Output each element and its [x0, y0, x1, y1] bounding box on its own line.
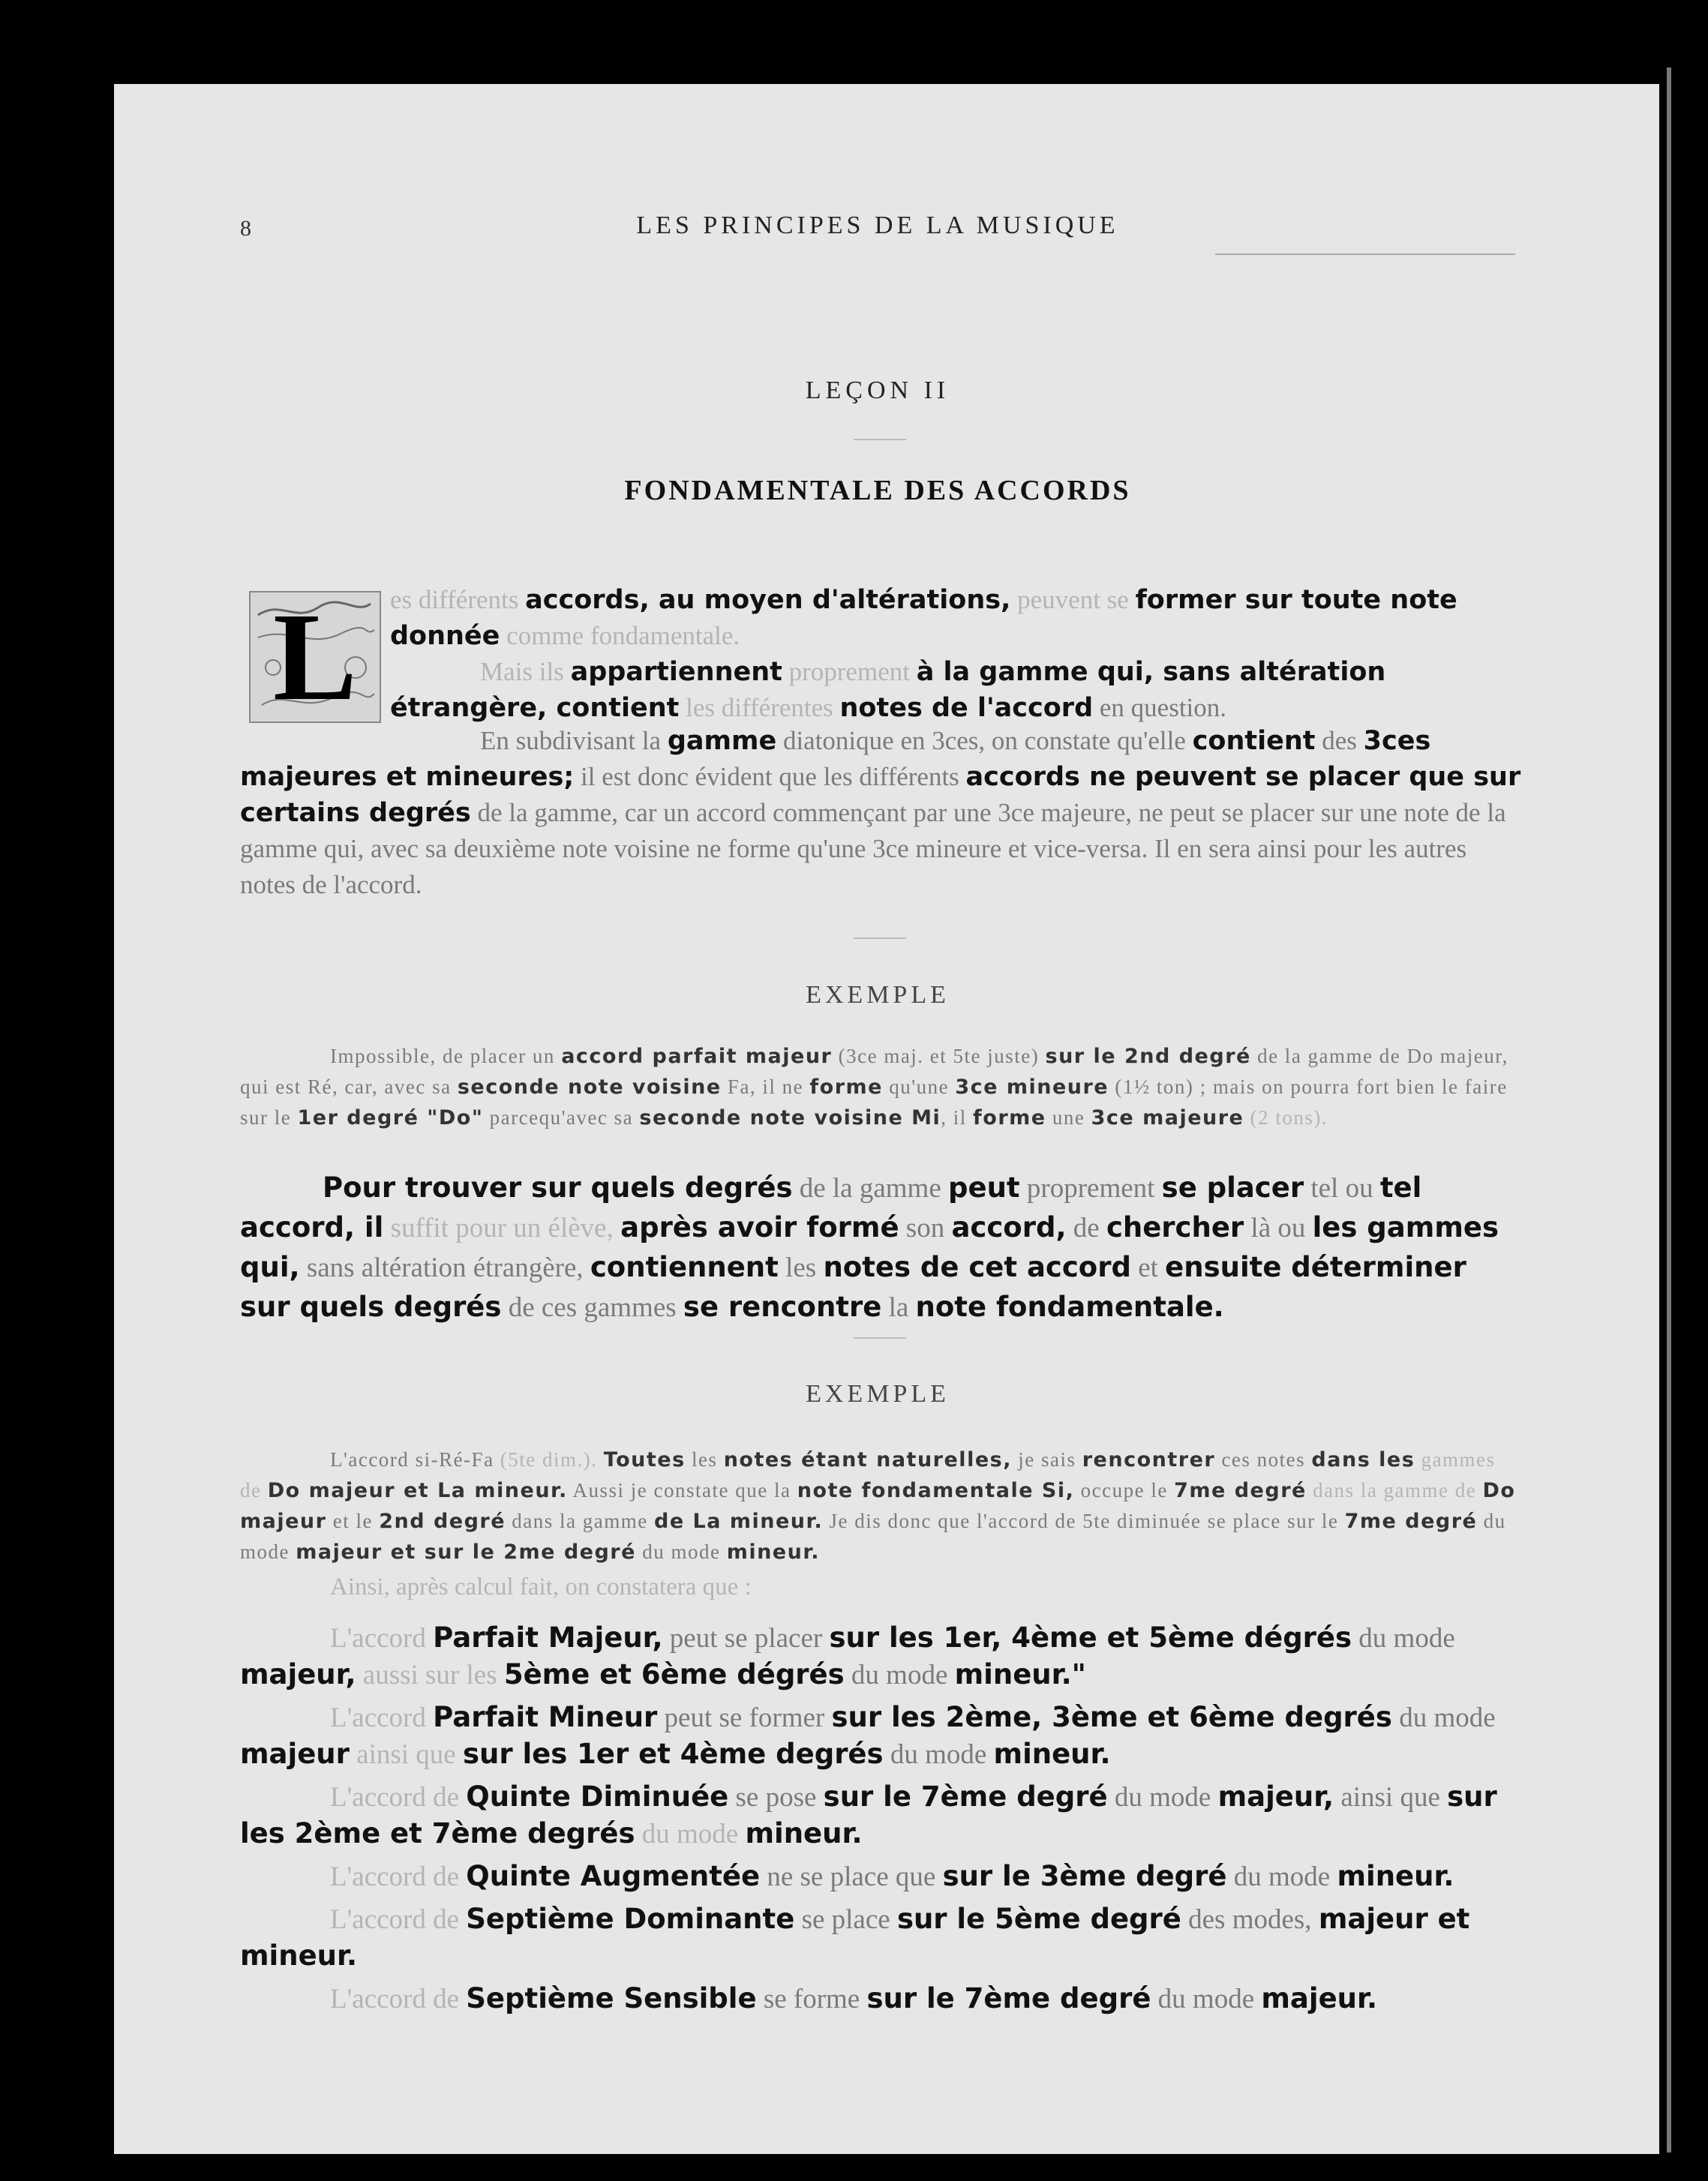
text: sur le 7ème degré	[823, 1780, 1108, 1813]
text: dans la gamme	[506, 1510, 654, 1532]
text: contient	[1192, 726, 1316, 756]
page-number: 8	[240, 216, 251, 241]
text: contiennent	[590, 1251, 779, 1283]
list-item	[240, 1981, 1523, 2018]
example-heading: EXEMPLE	[806, 1380, 950, 1408]
text: Parfait Mineur	[433, 1701, 658, 1733]
text: gammes de	[240, 1448, 1496, 1502]
lesson-number: LEÇON II	[805, 376, 950, 404]
text: Aussi je constate que la	[567, 1479, 797, 1502]
text: tel ou	[1304, 1173, 1380, 1204]
text: des modes,	[1181, 1904, 1319, 1935]
text: mineur.	[745, 1817, 863, 1850]
text: (2 tons).	[1244, 1106, 1328, 1129]
example-1-text	[240, 1041, 1523, 1133]
text: majeur	[240, 1738, 350, 1770]
text: note fondamentale Si,	[797, 1479, 1075, 1502]
running-title: LES PRINCIPES DE LA MUSIQUE	[636, 212, 1119, 239]
text: ensuite déterminer sur quels degrés	[240, 1251, 1466, 1323]
text: du mode	[1226, 1862, 1337, 1892]
list-item	[240, 1700, 1523, 1773]
text: es différents	[390, 585, 526, 614]
text: majeur et sur le 2me degré	[296, 1540, 636, 1564]
text: Mais ils	[480, 657, 571, 686]
text: sur les 1er et 4ème degrés	[462, 1738, 884, 1770]
text: contient	[547, 693, 680, 723]
text: sur le 7ème degré	[866, 1982, 1151, 2014]
text: notes étant naturelles,	[723, 1448, 1012, 1472]
lesson-title: FONDAMENTALE DES ACCORDS	[624, 475, 1131, 506]
example-2-text	[240, 1444, 1523, 1568]
text: tel accord, il	[240, 1172, 1422, 1244]
text: ces notes	[1215, 1448, 1312, 1471]
text: proprement	[1019, 1173, 1162, 1204]
text: les	[685, 1448, 724, 1471]
text: Quinte Augmentée	[466, 1860, 761, 1892]
text: seconde note voisine	[457, 1076, 722, 1099]
text: du mode	[240, 1510, 1506, 1563]
dropcap-letter: L	[272, 587, 358, 727]
text: ainsi que	[1334, 1782, 1448, 1813]
text: Quinte Diminuée	[466, 1780, 729, 1813]
text: se placer	[1161, 1172, 1304, 1204]
text: Pour trouver sur quels degrés	[323, 1172, 793, 1204]
text: En subdivisant la	[480, 726, 668, 755]
text: de	[1066, 1213, 1106, 1244]
text: 5ème et 6ème dégrés	[503, 1658, 845, 1690]
text: appartiennent	[570, 657, 782, 687]
scan-edge	[1659, 60, 1698, 2181]
text: ne se place que	[760, 1862, 943, 1892]
text: rencontrer	[1082, 1448, 1216, 1472]
text: du mode	[883, 1739, 994, 1770]
text: note fondamentale.	[915, 1291, 1224, 1323]
text: et	[1130, 1252, 1166, 1283]
text: mineur.	[993, 1738, 1111, 1770]
method-paragraph	[240, 1168, 1523, 1328]
text: sur les 2ème et 7ème degrés	[240, 1780, 1497, 1850]
text: chercher	[1106, 1211, 1244, 1244]
text: Je dis donc que l'accord de 5te diminuée se place sur le	[823, 1510, 1345, 1532]
text: Do majeur et La mineur.	[267, 1479, 568, 1502]
text: accords ne peuvent se placer que sur certains degrés	[240, 762, 1521, 828]
ornamental-dropcap	[249, 587, 381, 727]
scan-edge-line	[1667, 68, 1671, 2152]
text: occupe le	[1074, 1479, 1175, 1502]
text: en question.	[1093, 693, 1227, 722]
text: accords, au moyen d'altérations,	[525, 585, 1011, 615]
text: majeur et mineur.	[240, 1903, 1470, 1972]
text: seconde note voisine Mi	[639, 1106, 941, 1130]
text: forme	[809, 1076, 883, 1099]
text: qu'une	[882, 1076, 956, 1098]
text: 7me degré	[1344, 1510, 1478, 1533]
text: après avoir formé	[620, 1211, 899, 1244]
text: former sur toute note donnée	[390, 585, 1457, 651]
text: les différentes	[679, 693, 840, 722]
text: forme	[973, 1106, 1046, 1130]
text: se forme	[756, 1984, 867, 2014]
text: Septième Dominante	[466, 1903, 795, 1935]
text: dans la gamme de	[1306, 1479, 1483, 1502]
list-item	[240, 1858, 1523, 1895]
text: diatonique en 3ces, on constate qu'elle	[776, 726, 1193, 755]
text: notes de cet accord	[823, 1251, 1131, 1283]
text: aussi sur les	[356, 1660, 504, 1690]
intro-paragraph	[390, 582, 1523, 726]
text: sans altération étrangère,	[299, 1252, 590, 1283]
text: se rencontre	[683, 1291, 882, 1323]
text: sur le 3ème degré	[942, 1860, 1227, 1892]
text: du mode	[1352, 1623, 1455, 1654]
text: peut se former	[657, 1702, 832, 1733]
text: Impossible, de placer un	[330, 1045, 562, 1067]
text: du mode	[1391, 1702, 1496, 1733]
text: Septième Sensible	[466, 1982, 757, 2014]
text: la	[881, 1292, 916, 1323]
text: L'accord	[330, 1702, 434, 1733]
text: des	[1315, 726, 1364, 755]
text: comme fondamentale.	[500, 621, 740, 650]
text: proprement	[782, 657, 917, 686]
text: L'accord de	[330, 1782, 467, 1813]
text: du mode	[1107, 1782, 1218, 1813]
text: sur les 1er, 4ème et 5ème dégrés	[829, 1622, 1352, 1654]
text: du mode	[844, 1660, 955, 1690]
text: et le	[326, 1510, 380, 1532]
text: de la gamme, car un accord commençant par une 3ce majeure, ne peut se placer sur une note de la gamme qui, avec sa deuxième note voisine ne forme qu'une 3ce mineure et vice-versa. Il en sera ainsi pour les autres notes de l'accord.	[240, 798, 1506, 899]
text: 3ces majeures et mineures;	[240, 726, 1431, 792]
text: du mode	[635, 1819, 746, 1850]
text: (5te dim.).	[494, 1448, 604, 1471]
text: (1½ ton) ; mais on pourra fort bien le faire sur le	[240, 1076, 1508, 1129]
list-item	[240, 1620, 1523, 1694]
text: une	[1046, 1106, 1091, 1129]
divider	[854, 1337, 906, 1339]
divider	[854, 439, 906, 440]
text: mineur."	[954, 1658, 1086, 1690]
text: sur le 5ème degré	[896, 1903, 1181, 1935]
text: , il	[941, 1106, 974, 1129]
text: Parfait Majeur,	[433, 1622, 663, 1654]
text: majeur,	[240, 1658, 356, 1690]
text: L'accord de	[330, 1862, 467, 1892]
text: là ou	[1244, 1213, 1313, 1244]
text: gamme	[667, 726, 777, 756]
text: mineur.	[1337, 1860, 1454, 1892]
text: les	[778, 1252, 824, 1283]
text: L'accord	[330, 1448, 416, 1471]
text: L'accord de	[330, 1984, 467, 2014]
text: 3ce majeure	[1091, 1106, 1244, 1130]
text: à la gamme qui	[916, 657, 1144, 687]
text: se place	[794, 1904, 897, 1935]
list-item	[240, 1779, 1523, 1852]
text: Do majeur	[240, 1479, 1516, 1533]
text: du mode	[635, 1540, 727, 1563]
text: je sais	[1011, 1448, 1082, 1471]
text: son	[899, 1213, 952, 1244]
text: suffit pour un élève,	[383, 1213, 621, 1244]
text: se pose	[728, 1782, 824, 1813]
text: du mode	[1151, 1984, 1262, 2014]
text: majeur.	[1261, 1982, 1378, 2014]
text: 7me degré	[1174, 1479, 1307, 1502]
chord-placement-list	[240, 1620, 1523, 2024]
text: accord,	[951, 1211, 1067, 1244]
text: , sans altération étrangère,	[390, 657, 1386, 723]
text: les gammes qui,	[240, 1211, 1499, 1283]
text: si-Ré-Fa	[415, 1448, 494, 1471]
text: de ces gammes	[501, 1292, 683, 1323]
text: Toutes	[603, 1448, 686, 1472]
header-rule	[1215, 254, 1515, 255]
text: 1er degré "Do"	[297, 1106, 484, 1130]
text: de la gamme de Do majeur, qui est Ré, car, avec sa	[240, 1045, 1508, 1098]
text: parcequ'avec sa	[483, 1106, 640, 1129]
text: 3ce mineure	[955, 1076, 1109, 1099]
text: de la gamme	[792, 1173, 949, 1204]
text: peuvent se	[1010, 585, 1136, 614]
text: sur les 2ème, 3ème et 6ème degrés	[831, 1701, 1392, 1733]
text: dans les	[1311, 1448, 1415, 1472]
text: peut	[948, 1172, 1020, 1204]
text: de La mineur.	[654, 1510, 824, 1533]
divider	[854, 938, 906, 939]
text: il est donc évident que les différents	[574, 762, 966, 791]
subdivision-paragraph	[240, 723, 1523, 903]
text: majeur,	[1217, 1780, 1334, 1813]
text: Fa, il ne	[721, 1076, 810, 1098]
text: notes de l'accord	[839, 693, 1094, 723]
text: peut se placer	[662, 1623, 830, 1654]
text: L'accord	[330, 1623, 434, 1654]
text: sur le 2nd degré	[1045, 1045, 1251, 1068]
text: L'accord de	[330, 1904, 467, 1935]
list-item	[240, 1901, 1523, 1975]
text: accord parfait majeur	[561, 1045, 833, 1068]
text: 2nd degré	[379, 1510, 506, 1533]
example-heading: EXEMPLE	[806, 981, 950, 1009]
summary-intro: Ainsi, après calcul fait, on constatera que :	[330, 1574, 752, 1600]
text: (3ce maj. et 5te juste)	[832, 1045, 1046, 1067]
text: mineur.	[726, 1540, 821, 1564]
text: ainsi que	[349, 1739, 463, 1770]
